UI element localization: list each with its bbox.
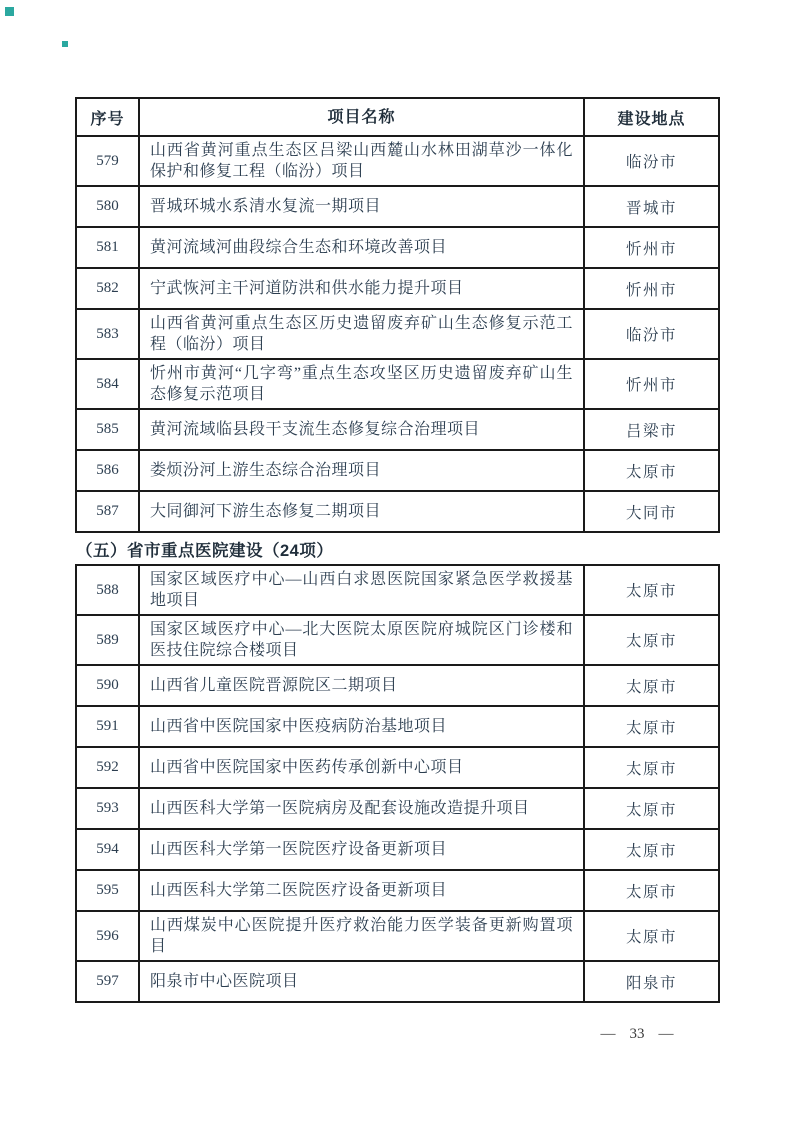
header-label-location: 建设地点 (617, 110, 686, 128)
table-row (75, 566, 720, 616)
project-name-cell-text: 阳泉市中心医院项目 (150, 973, 299, 990)
project-name-cell (140, 912, 585, 960)
row-number-cell (77, 789, 140, 828)
table-row (75, 830, 720, 871)
location-cell (585, 451, 718, 490)
page-number (577, 1026, 697, 1043)
table-row (75, 310, 720, 360)
table-row (75, 187, 720, 228)
row-number-cell-text: 597 (96, 973, 119, 989)
location-cell (585, 830, 718, 869)
location-cell (585, 137, 718, 185)
project-name-cell (140, 187, 585, 226)
row-number-cell (77, 748, 140, 787)
project-name-cell-text: 黄河流域临县段干支流生态修复综合治理项目 (150, 421, 481, 438)
location-cell (585, 748, 718, 787)
project-name-cell (140, 451, 585, 490)
location-cell-text: 晋城市 (625, 199, 677, 217)
row-number-cell-text: 584 (96, 375, 119, 392)
location-cell (585, 360, 718, 408)
location-cell-text: 大同市 (625, 504, 677, 522)
row-number-cell-text: 590 (96, 677, 119, 693)
location-cell-text: 吕梁市 (625, 422, 677, 440)
location-cell (585, 566, 718, 614)
project-name-cell-text: 山西省黄河重点生态区吕梁山西麓山水林田湖草沙一体化保护和修复工程（临汾）项目 (150, 142, 573, 180)
header-cell-name (140, 99, 585, 135)
row-number-cell (77, 830, 140, 869)
project-name-cell (140, 830, 585, 869)
project-name-cell (140, 748, 585, 787)
location-cell-text: 忻州市 (625, 281, 677, 299)
table-row (75, 789, 720, 830)
row-number-cell (77, 228, 140, 267)
location-cell-text: 忻州市 (625, 240, 677, 258)
project-name-cell-text: 娄烦汾河上游生态综合治理项目 (150, 462, 382, 479)
location-cell (585, 707, 718, 746)
project-name-cell-text: 黄河流域河曲段综合生态和环境改善项目 (150, 239, 448, 256)
location-cell (585, 310, 718, 358)
project-name-cell (140, 492, 585, 531)
location-cell (585, 269, 718, 308)
project-name-cell-text: 山西医科大学第一医院医疗设备更新项目 (150, 841, 448, 858)
project-name-cell-text: 山西省儿童医院晋源院区二期项目 (150, 677, 398, 694)
row-number-cell-text: 592 (96, 759, 119, 775)
row-number-cell-text: 596 (96, 927, 119, 944)
table-row (75, 451, 720, 492)
row-number-cell (77, 962, 140, 1001)
row-number-cell (77, 707, 140, 746)
location-cell (585, 666, 718, 705)
row-number-cell-text: 589 (96, 631, 119, 648)
table-row (75, 410, 720, 451)
location-cell-text: 太原市 (625, 463, 677, 481)
row-number-cell (77, 137, 140, 185)
row-number-cell-text: 586 (96, 462, 119, 478)
location-cell-text: 临汾市 (625, 327, 677, 344)
project-name-cell (140, 137, 585, 185)
row-number-cell (77, 666, 140, 705)
project-name-cell (140, 789, 585, 828)
project-name-cell-text: 国家区域医疗中心—北大医院太原医院府城院区门诊楼和医技住院综合楼项目 (150, 621, 573, 659)
table-row (75, 228, 720, 269)
row-number-cell (77, 451, 140, 490)
location-cell (585, 616, 718, 664)
location-cell-text: 太原市 (625, 842, 677, 860)
table-row (75, 137, 720, 187)
project-name-cell-text: 山西煤炭中心医院提升医疗救治能力医学装备更新购置项目 (150, 917, 573, 955)
project-name-cell-text: 宁武恢河主干河道防洪和供水能力提升项目 (150, 280, 464, 297)
teal-corner-mark (5, 7, 14, 16)
row-number-cell (77, 566, 140, 614)
row-number-cell (77, 310, 140, 358)
project-name-cell-text: 山西省黄河重点生态区历史遗留废弃矿山生态修复示范工程（临汾）项目 (150, 315, 573, 353)
table-row (75, 912, 720, 962)
table-row (75, 360, 720, 410)
project-name-cell-text: 山西医科大学第一医院病房及配套设施改造提升项目 (150, 800, 530, 817)
row-number-cell (77, 187, 140, 226)
project-name-cell-text: 山西医科大学第二医院医疗设备更新项目 (150, 882, 448, 899)
row-number-cell (77, 616, 140, 664)
location-cell-text: 阳泉市 (625, 974, 677, 992)
project-name-cell (140, 871, 585, 910)
project-name-cell-text: 山西省中医院国家中医疫病防治基地项目 (150, 718, 448, 735)
table-header-row (75, 99, 720, 137)
location-cell-text: 太原市 (625, 760, 677, 778)
teal-corner-mark-small (62, 41, 68, 47)
row-number-cell-text: 593 (96, 800, 119, 816)
project-name-cell (140, 707, 585, 746)
location-cell (585, 228, 718, 267)
table-row (75, 707, 720, 748)
project-name-cell (140, 228, 585, 267)
row-number-cell-text: 591 (96, 718, 119, 734)
row-number-cell-text: 583 (96, 325, 119, 342)
project-name-cell (140, 616, 585, 664)
row-number-cell-text: 581 (96, 239, 119, 255)
row-number-cell-text: 595 (96, 882, 119, 898)
project-name-cell-text: 忻州市黄河“几字弯”重点生态攻坚区历史遗留废弃矿山生态修复示范项目 (150, 365, 573, 403)
location-cell (585, 962, 718, 1001)
row-number-cell-text: 587 (96, 503, 119, 519)
project-name-cell (140, 666, 585, 705)
table-row (75, 616, 720, 666)
section-header-row: （五）省市重点医院建设（24项） (75, 533, 720, 566)
page-number-dash-right: — (658, 1026, 674, 1042)
table-row (75, 871, 720, 912)
location-cell-text: 太原市 (625, 929, 677, 946)
row-number-cell-text: 579 (96, 152, 119, 169)
project-name-cell-text: 山西省中医院国家中医药传承创新中心项目 (150, 759, 464, 776)
row-number-cell-text: 582 (96, 280, 119, 296)
project-table (75, 97, 720, 1003)
row-number-cell (77, 360, 140, 408)
project-name-cell-text: 晋城环城水系清水复流一期项目 (150, 198, 382, 215)
table-row (75, 666, 720, 707)
location-cell (585, 912, 718, 960)
header-label-name: 项目名称 (327, 108, 396, 126)
location-cell (585, 410, 718, 449)
row-number-cell (77, 492, 140, 531)
row-number-cell-text: 588 (96, 581, 119, 598)
row-number-cell (77, 269, 140, 308)
location-cell-text: 太原市 (625, 719, 677, 737)
location-cell-text: 太原市 (625, 583, 677, 600)
location-cell-text: 太原市 (625, 883, 677, 901)
location-cell (585, 492, 718, 531)
table-row (75, 492, 720, 533)
table-row (75, 962, 720, 1003)
location-cell (585, 187, 718, 226)
project-name-cell (140, 410, 585, 449)
row-number-cell-text: 580 (96, 198, 119, 214)
location-cell-text: 太原市 (625, 801, 677, 819)
project-name-cell (140, 566, 585, 614)
project-name-cell-text: 国家区域医疗中心—山西白求恩医院国家紧急医学救援基地项目 (150, 571, 573, 609)
table-row (75, 748, 720, 789)
location-cell (585, 789, 718, 828)
header-cell-location (585, 99, 718, 135)
location-cell-text: 临汾市 (625, 154, 677, 171)
page-number-dash-left: — (600, 1026, 616, 1042)
header-label-no: 序号 (90, 110, 125, 128)
project-name-cell-text: 大同御河下游生态修复二期项目 (150, 503, 382, 520)
table-row (75, 269, 720, 310)
row-number-cell (77, 871, 140, 910)
location-cell (585, 871, 718, 910)
project-name-cell (140, 269, 585, 308)
row-number-cell (77, 912, 140, 960)
row-number-cell-text: 594 (96, 841, 119, 857)
page-number-value: 33 (629, 1026, 645, 1042)
location-cell-text: 太原市 (625, 633, 677, 650)
project-name-cell (140, 360, 585, 408)
row-number-cell-text: 585 (96, 421, 119, 437)
location-cell-text: 忻州市 (625, 377, 677, 394)
row-number-cell (77, 410, 140, 449)
header-cell-no (77, 99, 140, 135)
project-name-cell (140, 962, 585, 1001)
location-cell-text: 太原市 (625, 678, 677, 696)
project-name-cell (140, 310, 585, 358)
